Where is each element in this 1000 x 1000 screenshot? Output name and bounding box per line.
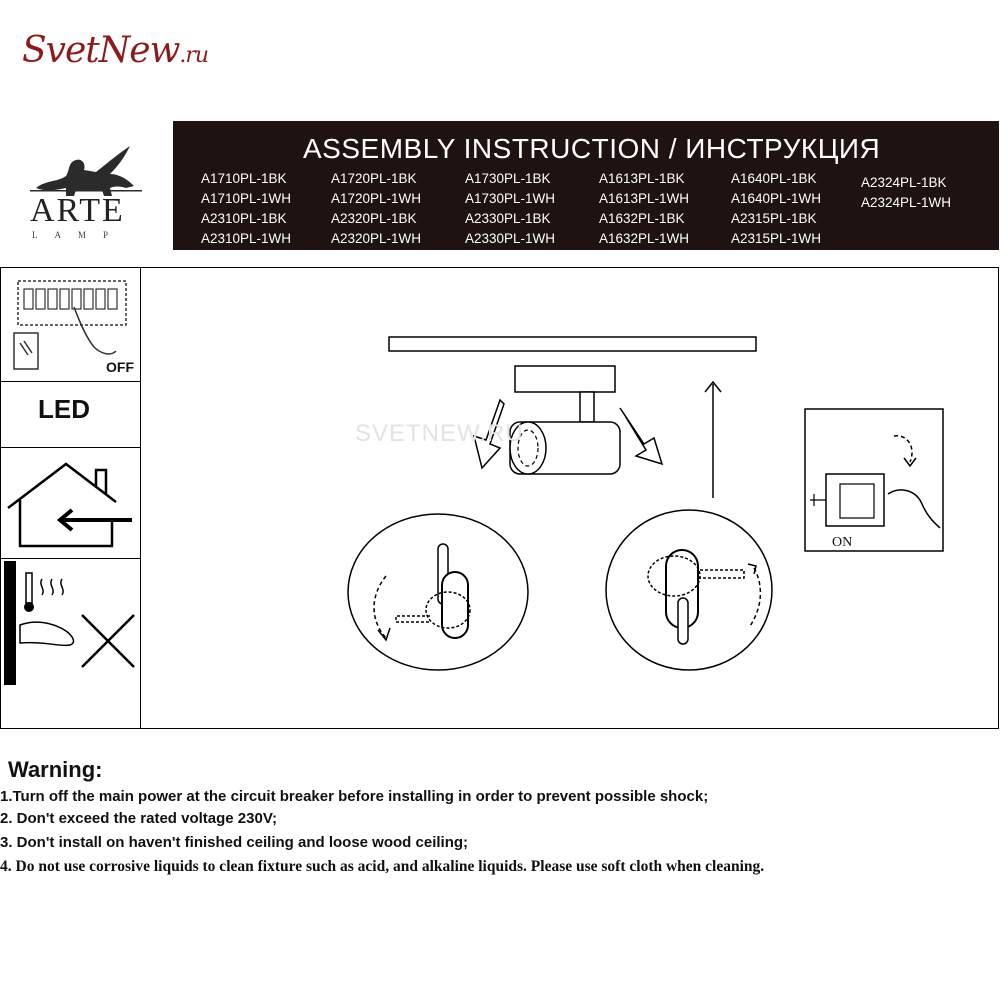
- header-title: ASSEMBLY INSTRUCTION / ИНСТРУКЦИЯ: [303, 133, 881, 164]
- model-number: A2310PL-1BK: [201, 211, 287, 226]
- rotation-detail-right-icon: [604, 508, 774, 672]
- model-number: A1730PL-1WH: [465, 191, 556, 206]
- model-number: A1613PL-1WH: [599, 191, 690, 206]
- led-label: LED: [38, 394, 90, 424]
- brand-sub: LAMP: [32, 230, 126, 240]
- warning-item: 4. Do not use corrosive liquids to clean fixture such as acid, and alkaline liquids. Please use soft cloth when cleaning.: [0, 858, 765, 875]
- model-number: A2315PL-1BK: [731, 211, 817, 226]
- model-number: A1640PL-1BK: [731, 171, 817, 186]
- indoor-cell: [0, 448, 141, 559]
- model-column: [861, 173, 951, 213]
- on-label: ON: [832, 535, 853, 550]
- model-number: A1720PL-1WH: [331, 191, 422, 206]
- brand-name: ARTE: [30, 192, 125, 229]
- up-arrow-icon: [700, 378, 726, 502]
- rotation-detail-left-icon: [346, 512, 531, 672]
- model-column: [731, 169, 821, 249]
- model-number: A1730PL-1BK: [465, 171, 551, 186]
- power-switch-on-icon: [804, 408, 944, 554]
- model-number: A1632PL-1BK: [599, 211, 685, 226]
- ceiling-mount-bar-icon: [388, 336, 758, 356]
- model-number: A2310PL-1WH: [201, 231, 292, 246]
- hot-surface-warning-icon: [0, 559, 140, 689]
- side-panel: [0, 267, 141, 729]
- model-column: [331, 169, 421, 249]
- watermark: SVETNEW.RU: [355, 420, 524, 447]
- model-number: A1640PL-1WH: [731, 191, 822, 206]
- model-number: A2324PL-1BK: [861, 175, 947, 190]
- model-column: [201, 169, 291, 249]
- warning-title: Warning:: [8, 757, 103, 782]
- header-bar: [173, 121, 999, 250]
- indoor-use-house-icon: [4, 458, 136, 554]
- heat-warning-cell: [0, 559, 141, 729]
- warning-item: 2. Don't exceed the rated voltage 230V;: [0, 810, 278, 827]
- power-off-cell: [0, 267, 141, 382]
- model-number: A2330PL-1BK: [465, 211, 551, 226]
- model-number: A2320PL-1BK: [331, 211, 417, 226]
- warning-item: 1.Turn off the main power at the circuit breaker before installing in order to prevent possible shock;: [0, 788, 709, 805]
- model-number: A1710PL-1BK: [201, 171, 287, 186]
- model-number: A2320PL-1WH: [331, 231, 422, 246]
- off-label: OFF: [106, 359, 134, 375]
- site-logo-name: SvetNew: [22, 30, 180, 71]
- led-cell: [0, 382, 141, 448]
- model-number: A1632PL-1WH: [599, 231, 690, 246]
- model-column: [599, 169, 689, 249]
- model-number: A1720PL-1BK: [331, 171, 417, 186]
- model-number: A2324PL-1WH: [861, 195, 952, 210]
- model-number: A2330PL-1WH: [465, 231, 556, 246]
- site-logo: [22, 30, 208, 71]
- model-number: A2315PL-1WH: [731, 231, 822, 246]
- warning-item: 3. Don't install on haven't finished ceiling and loose wood ceiling;: [0, 834, 469, 851]
- site-logo-tld: .ru: [179, 43, 209, 68]
- model-number: A1613PL-1BK: [599, 171, 685, 186]
- model-number: A1710PL-1WH: [201, 191, 292, 206]
- model-column: [465, 169, 555, 249]
